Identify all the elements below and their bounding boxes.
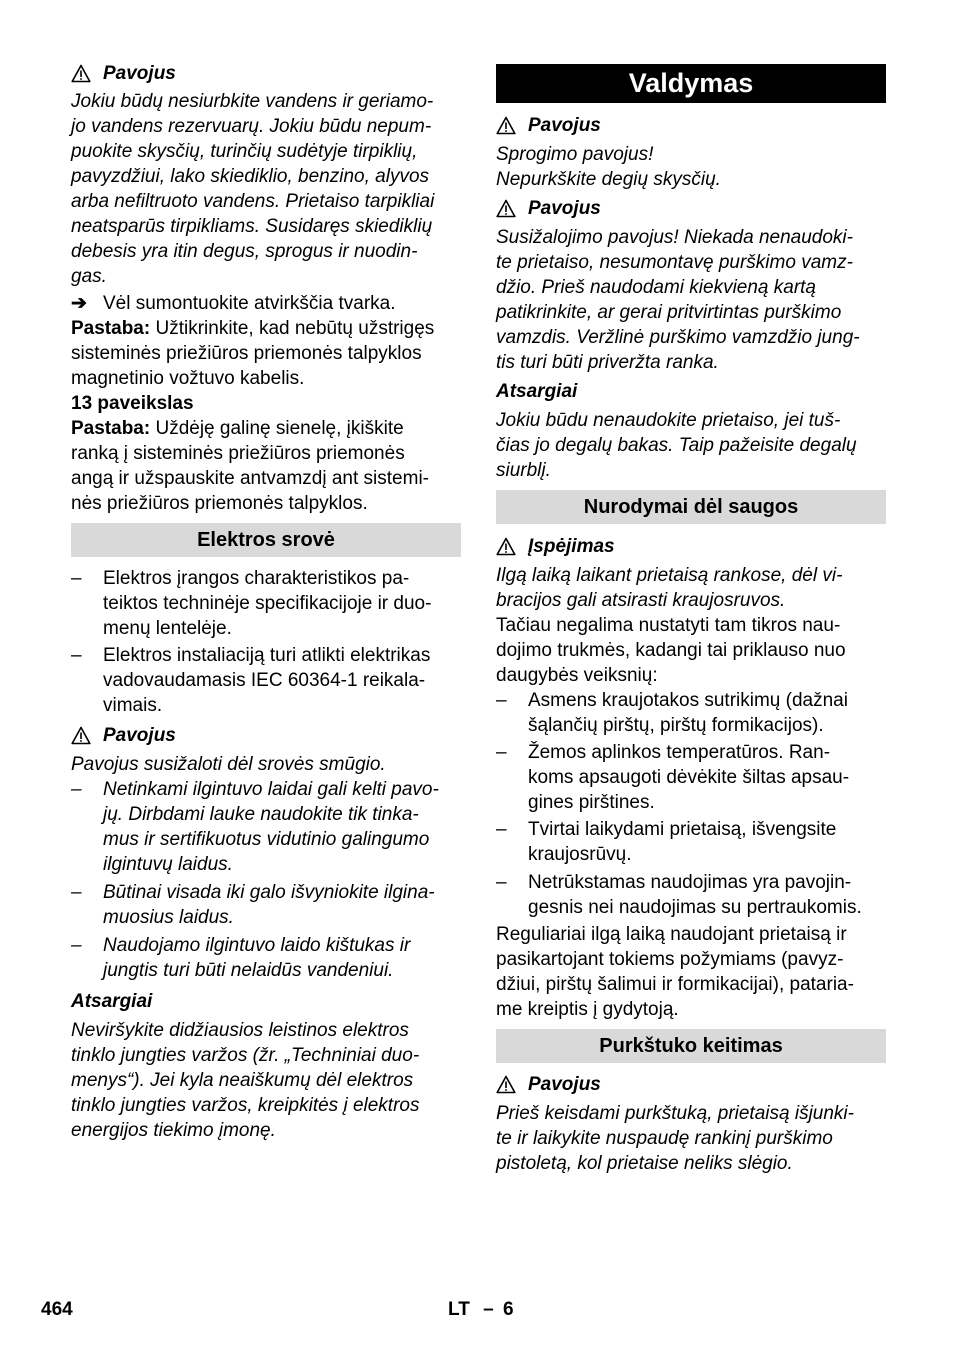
footer-section-ref — [448, 1297, 514, 1322]
factors-list — [496, 688, 886, 920]
danger-heading — [496, 196, 886, 221]
dash-bullet: – — [496, 872, 507, 893]
text-line: jungtis turi būti nelaidūs vandeniui. — [103, 960, 394, 981]
danger-text — [496, 142, 886, 192]
text-line: Naudojamo ilgintuvo laido kištukas ir — [103, 935, 411, 956]
danger-heading — [71, 723, 461, 748]
text-line: Asmens kraujotakos sutrikimų (dažnai — [528, 690, 848, 711]
text-line: ilgintuvų laidus. — [103, 854, 233, 875]
danger-heading — [496, 113, 886, 138]
right-column — [496, 60, 886, 1176]
caution-heading: Atsargiai — [71, 991, 153, 1012]
warning-triangle-icon — [496, 116, 516, 135]
text-line: vadovaudamasis IEC 60364-1 reikala- — [103, 670, 426, 691]
list-item — [496, 817, 886, 867]
figure-reference: 13 paveikslas — [71, 393, 194, 414]
left-column — [71, 60, 461, 1143]
paragraph — [496, 922, 886, 1022]
text-line: Sprogimo pavojus! — [496, 144, 654, 165]
text-line: patikrinkite, ar gerai pritvirtintas purškimo — [496, 302, 842, 323]
danger-label: Pavojus — [103, 725, 176, 746]
danger-list — [71, 777, 461, 983]
text-line: Jokiu būdu nenaudokite prietaiso, jei tuš- — [496, 410, 841, 431]
note-block — [71, 316, 461, 391]
danger-text — [71, 89, 461, 289]
caution-text — [71, 1018, 461, 1143]
arrow-right-icon: ➔ — [71, 293, 87, 314]
warning-triangle-icon — [71, 726, 91, 745]
note-label: Pastaba: — [71, 318, 151, 339]
text-line: Netinkami ilgintuvo laidai gali kelti pavo- — [103, 779, 439, 800]
text-line: pasikartojant tokiems požymiams (pavyz- — [496, 949, 844, 970]
text-line: tis turi būti priveržta ranka. — [496, 352, 719, 373]
text-line: pistoletą, kol prietaise neliks slėgio. — [496, 1153, 793, 1174]
text-line: te ir laikykite nuspaudę rankinį purškimo — [496, 1128, 833, 1149]
paragraph — [496, 613, 886, 688]
text-line: tinklo jungties varžos, kreipkitės į elektros — [71, 1095, 420, 1116]
text-line: teiktos techninėje specifikacijoje ir duo- — [103, 593, 432, 614]
text-line: jų. Dirbdami lauke naudokite tik tinka- — [103, 804, 419, 825]
text-line: nės priežiūros priemonės talpyklos. — [71, 493, 368, 514]
text-line: dojimo trukmės, kadangi tai priklauso nuo — [496, 640, 846, 661]
list-item — [71, 880, 461, 930]
section-page-number: 6 — [502, 1299, 514, 1320]
text-line: te prietaiso, nesumontavę purškimo vamz- — [496, 252, 853, 273]
warning-triangle-icon — [71, 64, 91, 83]
text-line: Prieš keisdami purkštuką, prietaisą išjunki- — [496, 1103, 854, 1124]
language-code: LT — [448, 1299, 470, 1320]
text-line: Jokiu būdų nesiurbkite vandens ir geriamo- — [71, 91, 434, 112]
list-item — [496, 740, 886, 815]
text-line: Netrūkstamas naudojimas yra pavojin- — [528, 872, 852, 893]
dash-bullet: – — [71, 935, 82, 956]
text-line: menų lentelėje. — [103, 618, 232, 639]
electricity-list — [71, 566, 461, 718]
text-line: angą ir užspauskite antvamzdį ant sistemi- — [71, 468, 429, 489]
text-line: vimais. — [103, 695, 163, 716]
list-item — [71, 933, 461, 983]
warning-label: Įspėjimas — [528, 536, 615, 557]
danger-text: Pavojus susižaloti dėl srovės smūgio. — [71, 754, 386, 775]
text-line: gines pirštines. — [528, 792, 655, 813]
text-line: arba nefiltruoto vandens. Prietaiso tarpikliai — [71, 191, 435, 212]
footer-dash: – — [483, 1299, 494, 1320]
dash-bullet: – — [71, 882, 82, 903]
page-number: 464 — [41, 1299, 73, 1320]
danger-heading — [496, 1072, 886, 1097]
text-line: džiui, pirštų šalimui ir formikacijai), pataria- — [496, 974, 854, 995]
danger-label: Pavojus — [103, 63, 176, 84]
danger-text — [496, 1101, 886, 1176]
text-line: Elektros įrangos charakteristikos pa- — [103, 568, 410, 589]
dash-bullet: – — [496, 690, 507, 711]
text-line: Žemos aplinkos temperatūros. Ran- — [528, 742, 831, 763]
text-line: jo vandens rezervuarų. Jokiu būdu nepum- — [71, 116, 432, 137]
dash-bullet: – — [71, 645, 82, 666]
section-heading-safety: Nurodymai dėl saugos — [496, 490, 886, 524]
text-line: Susižalojimo pavojus! Niekada nenaudoki- — [496, 227, 853, 248]
text-line: bracijos gali atsirasti kraujosruvos. — [496, 590, 786, 611]
danger-heading — [71, 61, 461, 86]
text-line: džio. Prieš naudodami kiekvieną kartą — [496, 277, 817, 298]
dash-bullet: – — [496, 742, 507, 763]
warning-triangle-icon — [496, 199, 516, 218]
text-line: Uždėję galinę sienelę, įkiškite — [155, 418, 404, 439]
warning-heading — [496, 534, 886, 559]
text-line: muosius laidus. — [103, 907, 234, 928]
text-line: tinklo jungties varžos (žr. „Techniniai duo- — [71, 1045, 420, 1066]
list-item — [71, 643, 461, 718]
text-line: kraujosrūvų. — [528, 844, 632, 865]
text-line: pavyzdžiui, lako skiediklio, benzino, alyvos — [71, 166, 430, 187]
text-line: menys“). Jei kyla neaiškumų dėl elektros — [71, 1070, 414, 1091]
section-heading-nozzle: Purkštuko keitimas — [496, 1029, 886, 1063]
text-line: daugybės veiksnių: — [496, 665, 658, 686]
list-item — [71, 777, 461, 877]
text-line: Būtinai visada iki galo išvyniokite ilgina- — [103, 882, 435, 903]
warning-text — [496, 563, 886, 613]
text-line: čias jo degalų bakas. Taip pažeisite degalų — [496, 435, 857, 456]
dash-bullet: – — [71, 568, 82, 589]
section-heading-electricity: Elektros srovė — [71, 523, 461, 557]
text-line: gas. — [71, 266, 107, 287]
warning-triangle-icon — [496, 1075, 516, 1094]
caution-heading: Atsargiai — [496, 381, 578, 402]
text-line: vamzdis. Veržlinė purškimo vamzdžio jung- — [496, 327, 860, 348]
text-line: gesnis nei naudojimas su pertraukomis. — [528, 897, 862, 918]
dash-bullet: – — [496, 819, 507, 840]
text-line: Nepurkškite degių skysčių. — [496, 169, 721, 190]
text-line: magnetinio vožtuvo kabelis. — [71, 368, 305, 389]
text-line: sisteminės priežiūros priemonės talpyklos — [71, 343, 422, 364]
text-line: šąlančių pirštų, pirštų formikacijos). — [528, 715, 824, 736]
instruction-step — [71, 291, 461, 316]
text-line: Tačiau negalima nustatyti tam tikros nau- — [496, 615, 841, 636]
list-item — [496, 870, 886, 920]
text-line: neatsparūs tirpikliams. Susidaręs skiediklių — [71, 216, 433, 237]
text-line: siurblį. — [496, 460, 551, 481]
text-line: debesis yra itin degus, sprogus ir nuodin- — [71, 241, 418, 262]
text-line: koms apsaugoti dėvėkite šiltas apsau- — [528, 767, 850, 788]
warning-triangle-icon — [496, 537, 516, 556]
text-line: me kreiptis į gydytoją. — [496, 999, 679, 1020]
danger-label: Pavojus — [528, 1074, 601, 1095]
note-label: Pastaba: — [71, 418, 151, 439]
text-line: Tvirtai laikydami prietaisą, išvengsite — [528, 819, 837, 840]
caution-text — [496, 408, 886, 483]
text-line: Elektros instaliaciją turi atlikti elektrikas — [103, 645, 431, 666]
text-line: energijos tiekimo įmonę. — [71, 1120, 276, 1141]
text-line: Reguliariai ilgą laiką naudojant prietaisą ir — [496, 924, 847, 945]
list-item — [496, 688, 886, 738]
list-item — [71, 566, 461, 641]
chapter-title: Valdymas — [496, 64, 886, 103]
text-line: puokite skysčių, turinčių sudėtyje tirpiklių, — [71, 141, 418, 162]
text-line: Ilgą laiką laikant prietaisą rankose, dėl vi- — [496, 565, 843, 586]
text-line: Užtikrinkite, kad nebūtų užstrigęs — [155, 318, 435, 339]
text-line: Neviršykite didžiausios leistinos elektros — [71, 1020, 409, 1041]
note-block — [71, 416, 461, 516]
danger-label: Pavojus — [528, 198, 601, 219]
danger-text — [496, 225, 886, 375]
dash-bullet: – — [71, 779, 82, 800]
text-line: mus ir sertifikuotus vidutinio galingumo — [103, 829, 430, 850]
danger-label: Pavojus — [528, 115, 601, 136]
text-line: ranką į sisteminės priežiūros priemonės — [71, 443, 405, 464]
instruction-text: Vėl sumontuokite atvirkščia tvarka. — [103, 293, 396, 314]
